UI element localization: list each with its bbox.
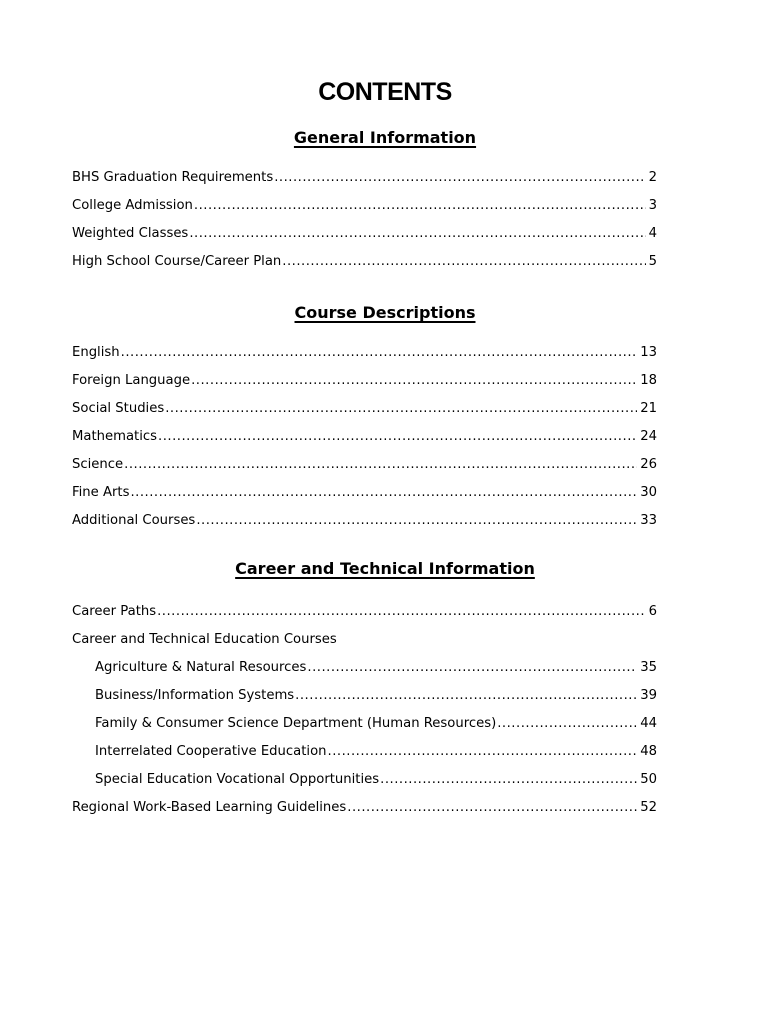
toc-entry-page: 3	[648, 198, 657, 213]
toc-entry-label: Family & Consumer Science Department (Human Resources)	[95, 716, 497, 731]
toc-entry-page: 52	[640, 800, 657, 815]
section-heading-general-information: General Information	[293, 128, 477, 147]
toc-entry-page: 4	[648, 226, 657, 241]
toc-entry-label: College Admission	[72, 198, 193, 213]
toc-entry-agriculture[interactable]	[95, 659, 657, 677]
dot-leader	[130, 484, 637, 502]
dot-leader	[347, 799, 637, 817]
section-heading-course-descriptions: Course Descriptions	[294, 303, 476, 322]
toc-entry-page: 35	[640, 660, 657, 675]
toc-entry-page: 2	[648, 170, 657, 185]
dot-leader	[191, 372, 637, 390]
toc-entry-page: 21	[640, 401, 657, 416]
section-heading-career-technical: Career and Technical Information	[235, 559, 535, 578]
toc-entry-special-education-vocational[interactable]	[95, 771, 657, 789]
dot-leader	[124, 456, 637, 474]
toc-entry-page: 13	[640, 345, 657, 360]
dot-leader	[307, 659, 637, 677]
toc-entry-interrelated-cooperative-education[interactable]	[95, 743, 657, 761]
toc-entry-foreign-language[interactable]	[72, 372, 657, 390]
toc-entry-mathematics[interactable]	[72, 428, 657, 446]
toc-entry-family-consumer-science[interactable]	[95, 715, 657, 733]
toc-entry-page: 26	[640, 457, 657, 472]
toc-entry-page: 44	[640, 716, 657, 731]
toc-entry-fine-arts[interactable]	[72, 484, 657, 502]
toc-entry-label: Career Paths	[72, 604, 157, 619]
toc-entry-weighted-classes[interactable]	[72, 225, 657, 243]
toc-entry-label: Social Studies	[72, 401, 165, 416]
toc-entry-regional-work-based-learning[interactable]	[72, 799, 657, 817]
dot-leader	[157, 603, 646, 621]
toc-entry-label: BHS Graduation Requirements	[72, 170, 274, 185]
dot-leader	[121, 344, 638, 362]
dot-leader	[274, 169, 645, 187]
dot-leader	[165, 400, 637, 418]
toc-entry-page: 30	[640, 485, 657, 500]
toc-entry-label: English	[72, 345, 120, 360]
toc-entry-english[interactable]	[72, 344, 657, 362]
toc-entry-label: Agriculture & Natural Resources	[95, 660, 307, 675]
toc-entry-graduation-requirements[interactable]	[72, 169, 657, 187]
toc-entry-page: 5	[648, 254, 657, 269]
toc-entry-science[interactable]	[72, 456, 657, 474]
toc-entry-label: Science	[72, 457, 124, 472]
toc-group-cte-courses	[72, 631, 657, 649]
toc-entry-label: Additional Courses	[72, 513, 196, 528]
dot-leader	[380, 771, 637, 789]
toc-entry-page: 33	[640, 513, 657, 528]
toc-entry-label: Weighted Classes	[72, 226, 189, 241]
toc-entry-page: 6	[648, 604, 657, 619]
toc-entry-page: 18	[640, 373, 657, 388]
toc-entry-label: Special Education Vocational Opportunities	[95, 772, 380, 787]
dot-leader	[194, 197, 646, 215]
dot-leader	[497, 715, 637, 733]
toc-entry-social-studies[interactable]	[72, 400, 657, 418]
dot-leader	[189, 225, 645, 243]
dot-leader	[328, 743, 638, 761]
toc-entry-label: Regional Work-Based Learning Guidelines	[72, 800, 347, 815]
toc-group-label: Career and Technical Education Courses	[72, 632, 337, 647]
toc-entry-additional-courses[interactable]	[72, 512, 657, 530]
toc-entry-label: Business/Information Systems	[95, 688, 295, 703]
toc-entry-page: 50	[640, 772, 657, 787]
toc-entry-label: Fine Arts	[72, 485, 130, 500]
toc-entry-business-information-systems[interactable]	[95, 687, 657, 705]
toc-entry-page: 39	[640, 688, 657, 703]
toc-entry-label: Interrelated Cooperative Education	[95, 744, 327, 759]
dot-leader	[295, 687, 637, 705]
toc-entry-course-career-plan[interactable]	[72, 253, 657, 271]
toc-entry-label: High School Course/Career Plan	[72, 254, 282, 269]
toc-entry-college-admission[interactable]	[72, 197, 657, 215]
dot-leader	[196, 512, 637, 530]
dot-leader	[282, 253, 645, 271]
toc-entry-page: 48	[640, 744, 657, 759]
dot-leader	[158, 428, 637, 446]
toc-entry-page: 24	[640, 429, 657, 444]
toc-entry-label: Mathematics	[72, 429, 157, 444]
toc-entry-label: Foreign Language	[72, 373, 191, 388]
toc-entry-career-paths[interactable]	[72, 603, 657, 621]
page-title: CONTENTS	[318, 78, 452, 106]
